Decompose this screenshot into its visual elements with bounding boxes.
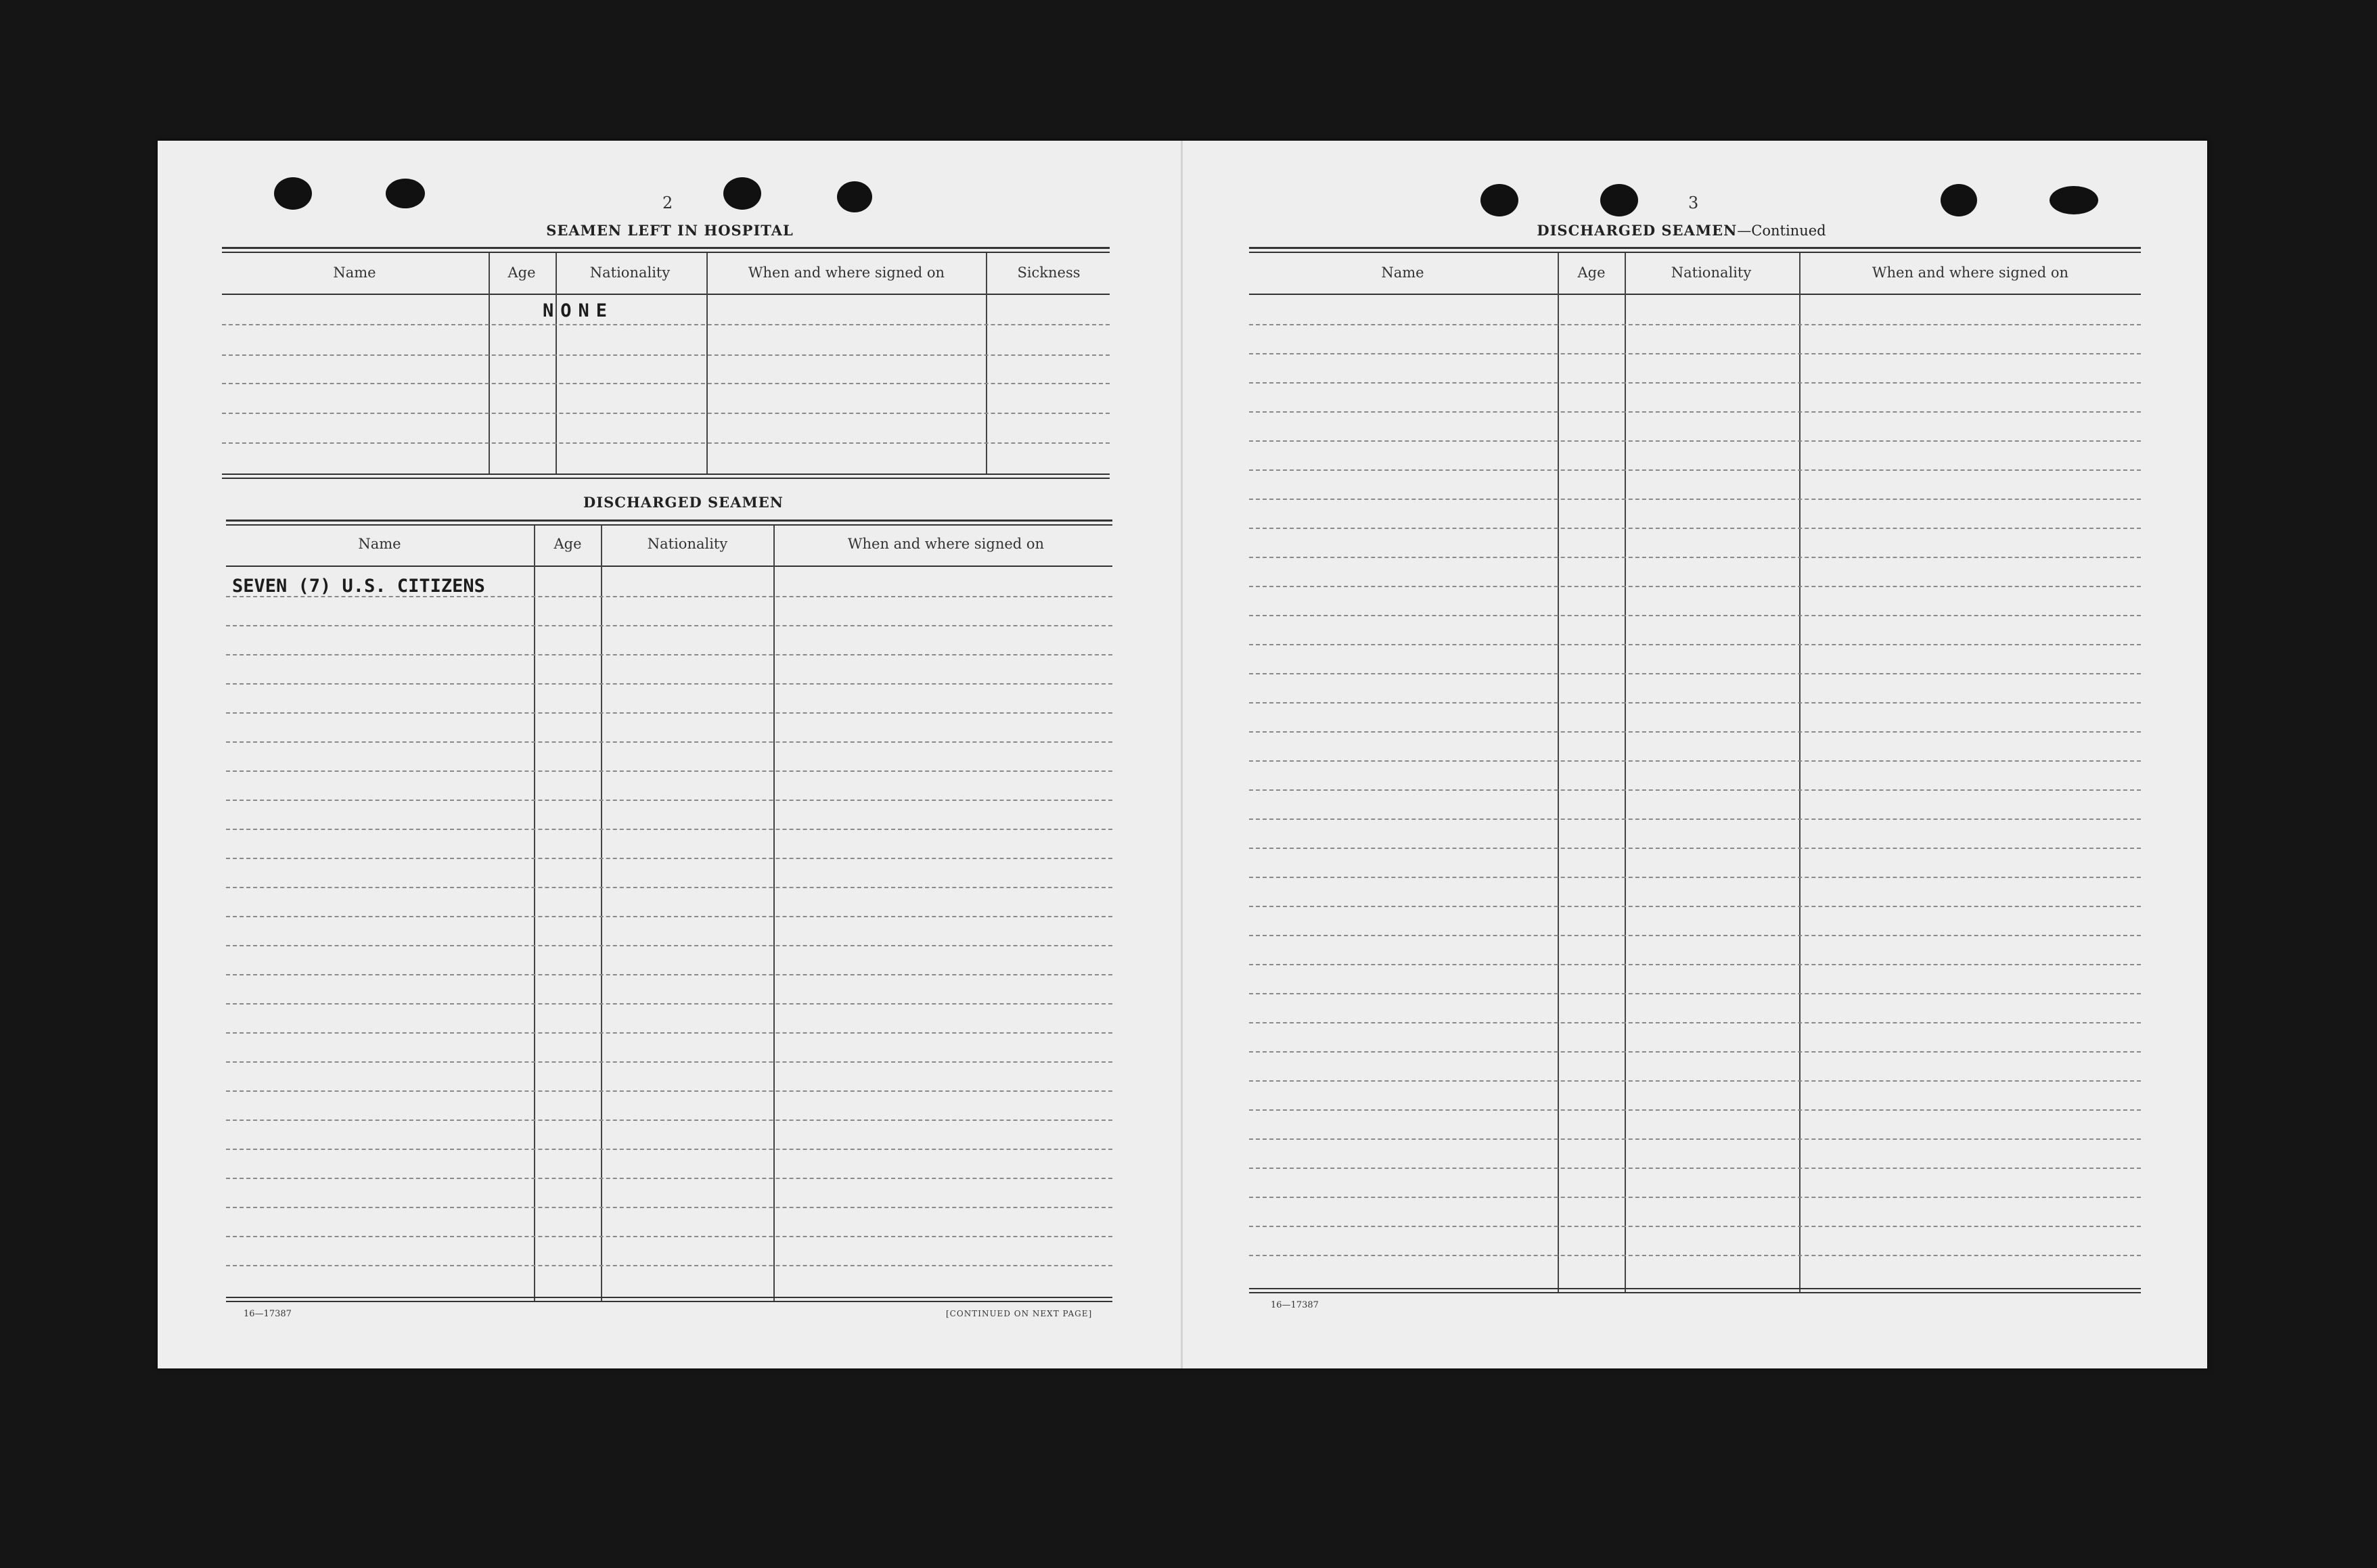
column-header-signed-on: When and where signed on xyxy=(1872,264,2069,281)
ruled-line xyxy=(1249,586,2141,587)
ruled-line xyxy=(1249,1138,2141,1140)
ruled-line xyxy=(1249,760,2141,762)
table-top-rule xyxy=(226,520,1112,522)
table-bottom-rule xyxy=(226,1301,1112,1302)
ruled-line xyxy=(222,442,1110,444)
ruled-line xyxy=(1249,848,2141,849)
column-header-name: Name xyxy=(358,536,401,552)
ruled-line xyxy=(1249,557,2141,558)
table-bottom-rule xyxy=(1249,1288,2141,1289)
column-header-age: Age xyxy=(553,536,582,552)
ruled-line xyxy=(226,1236,1112,1237)
column-divider xyxy=(1558,253,1559,1292)
ruled-line xyxy=(222,354,1110,356)
column-divider xyxy=(601,526,602,1301)
ruled-line xyxy=(226,974,1112,975)
ruled-line xyxy=(226,1207,1112,1208)
header-rule xyxy=(226,566,1112,567)
ruled-line xyxy=(226,741,1112,743)
punch-hole xyxy=(1480,184,1518,216)
ruled-line xyxy=(1249,906,2141,907)
ruled-line xyxy=(1249,702,2141,704)
ruled-line xyxy=(1249,1051,2141,1053)
ruled-line xyxy=(1249,1109,2141,1111)
ruled-line xyxy=(226,1120,1112,1121)
column-header-signed-on: When and where signed on xyxy=(748,264,945,281)
form-number: 16—17387 xyxy=(1271,1300,1319,1310)
ruled-line xyxy=(1249,1022,2141,1023)
discharged-section-title: DISCHARGED SEAMEN xyxy=(583,494,784,511)
ruled-line xyxy=(222,413,1110,414)
column-header-signed-on: When and where signed on xyxy=(847,536,1045,552)
column-divider xyxy=(489,253,490,475)
ruled-line xyxy=(226,916,1112,917)
ruled-line xyxy=(226,887,1112,888)
title-suffix: —Continued xyxy=(1737,223,1826,239)
ruled-line xyxy=(1249,324,2141,325)
ruled-line xyxy=(1249,615,2141,616)
column-header-age: Age xyxy=(507,264,536,281)
ruled-line xyxy=(226,1090,1112,1092)
column-header-nationality: Nationality xyxy=(1671,264,1752,281)
ruled-line xyxy=(1249,673,2141,674)
ruled-line xyxy=(1249,528,2141,529)
punch-hole xyxy=(2050,186,2098,214)
table-top-rule xyxy=(1249,247,2141,249)
column-divider xyxy=(706,253,708,475)
ruled-line xyxy=(226,858,1112,859)
ruled-line xyxy=(226,770,1112,772)
table-top-rule xyxy=(222,252,1110,253)
ruled-line xyxy=(226,683,1112,685)
column-header-nationality: Nationality xyxy=(647,536,728,552)
column-divider xyxy=(773,526,775,1301)
punch-hole xyxy=(386,179,425,208)
ruled-line xyxy=(1249,1197,2141,1198)
title-main: DISCHARGED SEAMEN xyxy=(1537,222,1738,239)
discharged-entry: SEVEN (7) U.S. CITIZENS xyxy=(232,576,485,597)
ruled-line xyxy=(1249,1080,2141,1082)
column-divider xyxy=(556,253,557,475)
ruled-line xyxy=(226,712,1112,714)
ruled-line xyxy=(222,383,1110,384)
punch-hole xyxy=(274,177,312,210)
ruled-line xyxy=(1249,877,2141,878)
ruled-line xyxy=(226,945,1112,946)
punch-hole xyxy=(1941,184,1977,216)
table-bottom-rule xyxy=(222,478,1110,479)
ruled-line xyxy=(1249,1255,2141,1256)
ruled-line xyxy=(226,1265,1112,1266)
column-header-name: Name xyxy=(1381,264,1424,281)
header-rule xyxy=(1249,294,2141,295)
punch-hole xyxy=(723,177,761,210)
ruled-line xyxy=(226,800,1112,801)
table-bottom-rule xyxy=(222,474,1110,475)
ruled-line xyxy=(1249,731,2141,733)
table-top-rule xyxy=(226,524,1112,526)
ruled-line xyxy=(226,1178,1112,1179)
table-top-rule xyxy=(222,247,1110,249)
ruled-line xyxy=(1249,935,2141,936)
column-divider xyxy=(1625,253,1626,1292)
header-rule xyxy=(222,294,1110,295)
form-number: 16—17387 xyxy=(244,1309,292,1319)
column-divider xyxy=(534,526,535,1301)
ruled-line xyxy=(1249,353,2141,354)
column-header-name: Name xyxy=(333,264,376,281)
discharged-continued-title xyxy=(1537,222,1826,239)
ruled-line xyxy=(226,654,1112,655)
ruled-line xyxy=(226,1061,1112,1063)
ruled-line xyxy=(1249,644,2141,645)
ruled-line xyxy=(226,625,1112,626)
ruled-line xyxy=(226,1149,1112,1150)
table-bottom-rule xyxy=(226,1297,1112,1298)
ruled-line xyxy=(1249,382,2141,384)
ruled-line xyxy=(1249,818,2141,820)
continued-note: [CONTINUED ON NEXT PAGE] xyxy=(946,1309,1093,1318)
ruled-line xyxy=(1249,1226,2141,1227)
ruled-line xyxy=(226,1032,1112,1034)
ruled-line xyxy=(1249,499,2141,500)
page-number: 3 xyxy=(1688,193,1699,212)
table-top-rule xyxy=(1249,252,2141,253)
ruled-line xyxy=(1249,469,2141,471)
column-header-age: Age xyxy=(1577,264,1606,281)
punch-hole xyxy=(837,181,872,212)
column-divider xyxy=(986,253,987,475)
ruled-line xyxy=(1249,440,2141,442)
ruled-line xyxy=(222,324,1110,325)
ruled-line xyxy=(226,1003,1112,1005)
column-header-nationality: Nationality xyxy=(589,264,671,281)
page-number: 2 xyxy=(662,193,673,212)
hospital-entry: NONE xyxy=(543,300,614,321)
ruled-line xyxy=(226,829,1112,830)
page-fold xyxy=(1181,141,1183,1368)
ruled-line xyxy=(1249,1168,2141,1169)
punch-hole xyxy=(1600,184,1638,216)
hospital-section-title: SEAMEN LEFT IN HOSPITAL xyxy=(546,222,794,239)
ruled-line xyxy=(1249,993,2141,994)
ruled-line xyxy=(1249,964,2141,965)
table-bottom-rule xyxy=(1249,1292,2141,1293)
ruled-line xyxy=(1249,411,2141,413)
column-header-sickness: Sickness xyxy=(1017,264,1081,281)
ruled-line xyxy=(1249,789,2141,791)
column-divider xyxy=(1799,253,1801,1292)
